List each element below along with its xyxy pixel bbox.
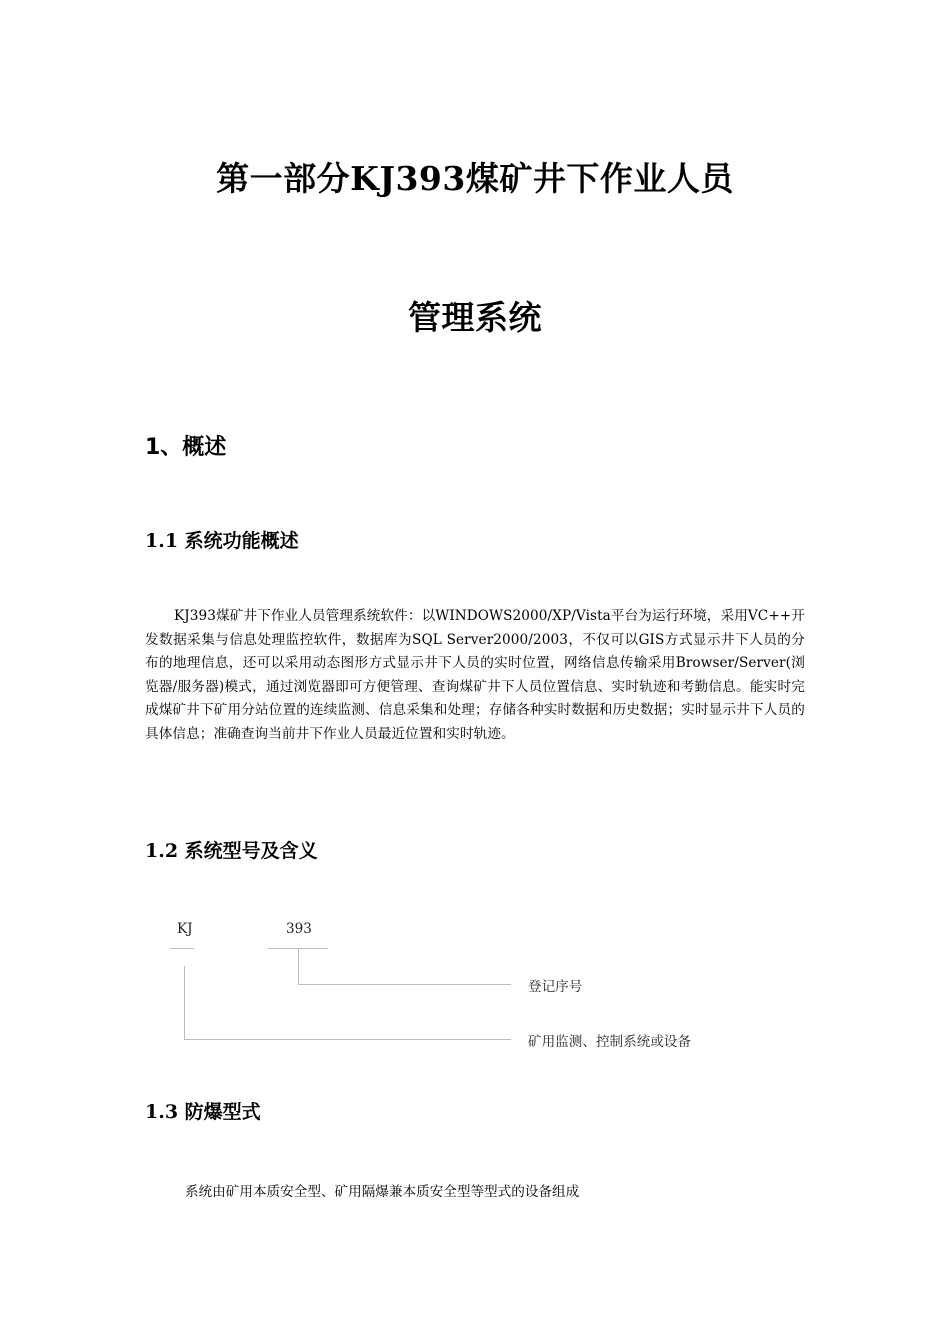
model-code-393: 393 [286,921,312,937]
kj-connector-horizontal [184,1039,511,1040]
label-registration-number: 登记序号 [528,979,583,995]
393-underline [268,948,328,949]
section-1-heading: 1、概述 [145,435,227,460]
document-title-line-1: 第一部分KJ393煤矿井下作业人员 [216,159,734,198]
document-title-line-2: 管理系统 [408,298,542,337]
section-1-3-paragraph: 系统由矿用本质安全型、矿用隔爆兼本质安全型等型式的设备组成 [185,1184,580,1200]
kj-underline [170,948,194,949]
section-1-3-heading: 1.3 防爆型式 [145,1101,261,1123]
393-connector-vertical [298,949,299,985]
kj-connector-vertical [184,966,185,1040]
model-code-kj: KJ [177,921,193,937]
section-1-1-paragraph: KJ393煤矿井下作业人员管理系统软件：以WINDOWS2000/XP/Vista平台为运行环境，采用VC++开发数据采集与信息处理监控软件，数据库为SQL Server2000/2003，不仅可以GIS方式显示井下人员的分布的地理信息，还可以采用动态图形方式显示井下人员的实时位置，网络信息传输采用Browser/Server(浏览器/服务器)模式，通过浏览器即可方便管理、查询煤矿井下人员位置信息、实时轨迹和考勤信息。能实时完成煤矿井下矿用分站位置的连续监测、信息采集和处理；存储各种实时数据和历史数据；实时显示井下人员的具体信息；准确查询当前井下作业人员最近位置和实时轨迹。 [145,608,805,742]
393-connector-horizontal [298,984,511,985]
section-1-2-heading: 1.2 系统型号及含义 [145,840,318,862]
label-system-category: 矿用监测、控制系统或设备 [528,1034,692,1050]
section-1-1-heading: 1.1 系统功能概述 [145,530,299,552]
